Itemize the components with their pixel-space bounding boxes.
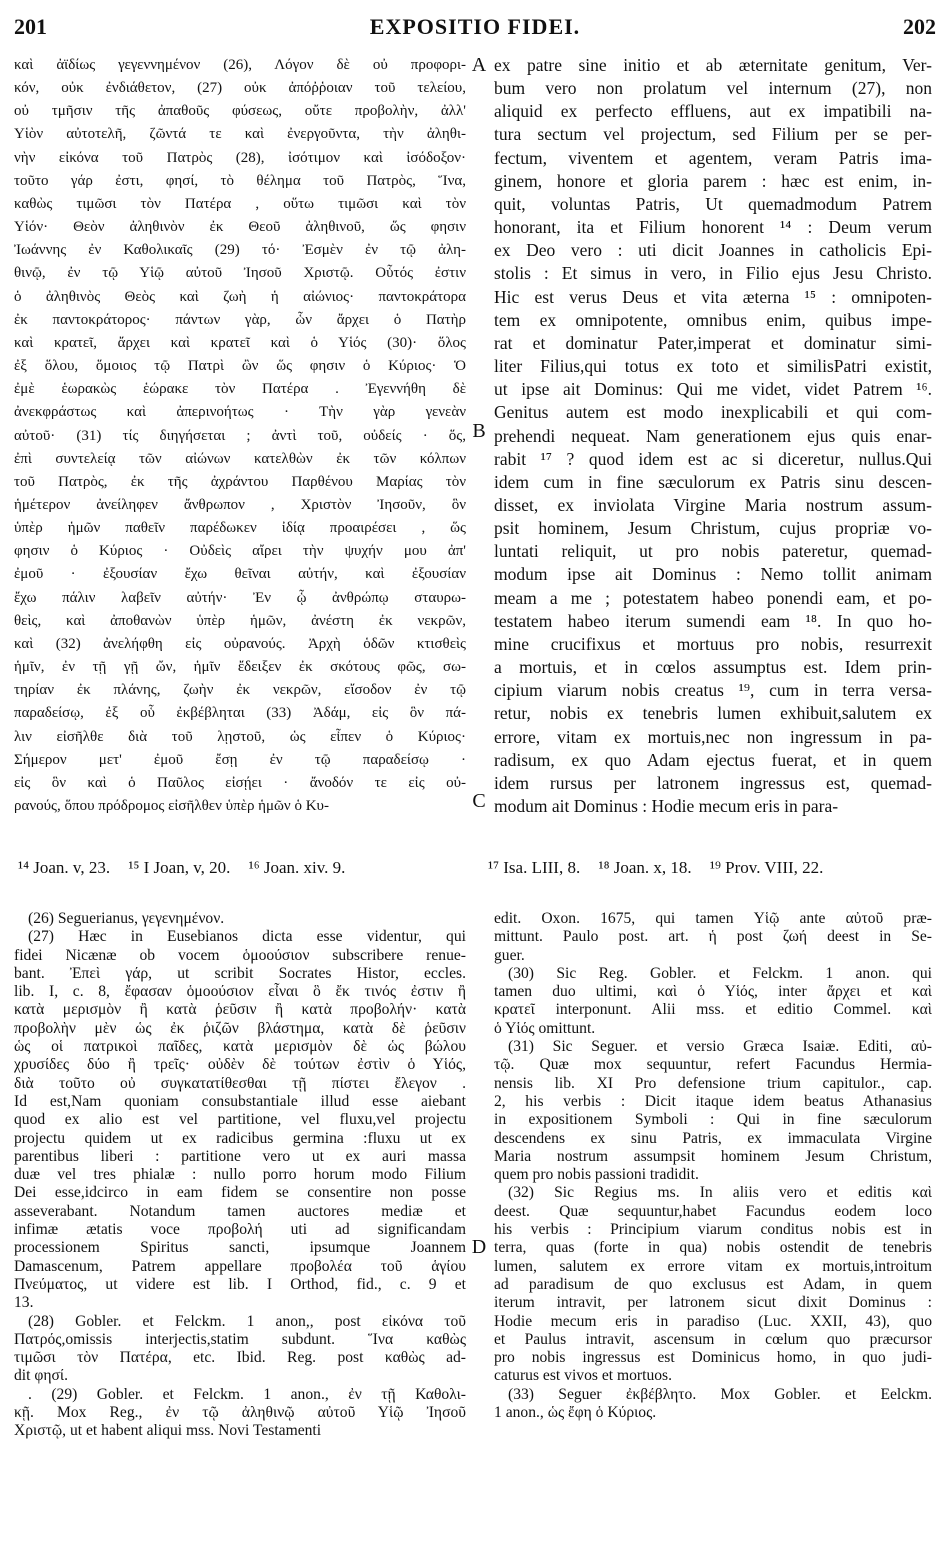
text-line: mine crucifixus et mortuus pro nobis, resurrexit bbox=[494, 633, 932, 654]
text-line: lumen, salutem ex errore vitam ex mortuis,introitum bbox=[494, 1257, 932, 1275]
running-header bbox=[14, 14, 936, 48]
text-line: ὁ ἀληθινὸς Θεὸς καὶ ζωὴ ἡ αἰώνιος· παντοκράτορα bbox=[14, 288, 466, 305]
text-line: ad paradisum de quo exclusus est Adam, in quem bbox=[494, 1275, 932, 1293]
text-line: projectu quidem ut ex radicibus germina :fluxu ut ex bbox=[14, 1129, 466, 1147]
text-line: his verbis : Principium viarum conditus nobis est in bbox=[494, 1221, 932, 1239]
text-line: descendens ex sinu Patris, ex immaculata Virgine bbox=[494, 1129, 932, 1147]
text-line: iterum intravit, per latronem sicut dixit Dominus : bbox=[494, 1294, 932, 1312]
running-title: EXPOSITIO FIDEI. bbox=[369, 14, 581, 39]
text-line: καὶ (32) ἀνελήφθη εἰς οὐρανούς. Ἀρχὴ ὁδῶν κτισθεὶς bbox=[14, 635, 466, 652]
text-line: ἐπὶ συντελείᾳ τῶν αἰώνων κατελθὼν ἐκ τῶν κόλπων bbox=[14, 450, 466, 467]
text-line: λιν εἰσῆλθε διὰ τοῦ λῃστοῦ, ὡς εἶπεν ὁ Κύριος· bbox=[14, 728, 466, 745]
margin-letter-a: A bbox=[471, 54, 487, 76]
text-line: τῷ. Quæ mox sequuntur, refert Facundus Hermia- bbox=[494, 1056, 932, 1074]
text-line: asseverabant. Notandum tamen auctores mediæ et bbox=[14, 1202, 466, 1220]
text-line: . (29) Gobler. et Felckm. 1 anon., ἐν τῇ Καθολι- bbox=[28, 1385, 466, 1403]
text-line: meam a me ; potestatem habeo ponendi eam, et po- bbox=[494, 587, 932, 608]
footnote-refs-right bbox=[488, 858, 928, 884]
text-line: idem rursus per latronem ingressus est, quemad- bbox=[494, 772, 932, 793]
text-line: ginem, honore et gloria parem : hæc est enim, in- bbox=[494, 170, 932, 191]
text-line: lib. I, c. 8, ἔφασαν ὁμοούσιον εἶναι ὃ ἔκ τινός ἐστιν ἢ bbox=[14, 983, 466, 1001]
text-line: fidei Nicænæ ob vocem ὁμοούσιον subscribere renue- bbox=[14, 946, 466, 964]
text-line: καὶ κρατεῖ, ἄρχει καὶ κρατεῖ καὶ ὁ Υἱός (30)· ὅλος bbox=[14, 334, 466, 351]
text-line: (33) Seguer ἐκβέβλητο. Mox Gobler. et Eelckm. bbox=[508, 1385, 932, 1403]
margin-letter-d: D bbox=[471, 1236, 487, 1258]
text-line: mittunt. Paulo post. art. ἡ post ζωή deest in Se- bbox=[494, 928, 932, 946]
text-line: (27) Hæc in Eusebianos dicta esse videntur, qui bbox=[28, 928, 466, 946]
text-line: parentibus liberi : partitione vero ut ex auri massa bbox=[14, 1147, 466, 1165]
text-line: bum vero non prolatum vel internum (27), non bbox=[494, 78, 932, 99]
text-line: tamen duo ultimi, καὶ ὁ Υἱός, inter ἄρχει et καὶ bbox=[494, 983, 932, 1001]
text-line: ἐκ παντοκράτορος· πάντων γὰρ, ὧν ἄρχει ὁ Πατὴρ bbox=[14, 311, 466, 328]
text-line: rat et dominatur Pater,imperat et dominatur simi- bbox=[494, 332, 932, 353]
footnote-ref: ¹⁹ Prov. VIII, 22. bbox=[709, 858, 824, 877]
text-line: radisum, ex quo Adam ejectus fuerat, et in quem bbox=[494, 749, 932, 770]
text-line: θεὶς, καὶ ἀποθανὼν ὑπὲρ ἡμῶν, ἀνέστη ἐκ νεκρῶν, bbox=[14, 612, 466, 629]
text-line: Genitus autem est modo inexplicabili et qui com- bbox=[494, 402, 932, 423]
text-line: terra, quas (forte in qua) nobis ostendit de tenebris bbox=[494, 1239, 932, 1257]
footnote-ref: ¹⁸ Joan. x, 18. bbox=[598, 858, 692, 877]
text-line: ἡμῖν, ἐν τῇ γῇ ὤν, ἡμῖν ἔδειξεν ἐκ σκότους φῶς, σω- bbox=[14, 659, 466, 676]
text-line: τοῦ Πατρὸς, ἐκ τῆς ἀχράντου Παρθένου Μαρίας τὸν bbox=[14, 473, 466, 490]
text-line: edit. Oxon. 1675, qui tamen Υἱῷ ante αὐτοῦ præ- bbox=[494, 910, 932, 927]
text-line: παραδείσῳ, ἐξ οὗ ἐκβέβληται (33) Ἀδάμ, εἰς ὃν πά- bbox=[14, 705, 466, 722]
text-line: tem ex omnipotente, omnibus enim, quibus impe- bbox=[494, 309, 932, 330]
text-line: dit φησί. bbox=[14, 1367, 69, 1385]
text-line: χρυσίδες δύο ἢ τρεῖς· οὐδὲν δὲ τούτων ἐστὶν ὁ Υἱός, bbox=[14, 1056, 466, 1074]
text-line: Ἰωάννης ἐν Καθολικαῖς (29) τό· Ἐσμὲν ἐν τῷ ἀλη- bbox=[14, 242, 466, 259]
text-line: καὶ ἀϊδίως γεγεννημένον (26), Λόγον δὲ οὐ προφορι- bbox=[14, 57, 466, 73]
text-line: modum ipse ait Dominus : Nemo tollit animam bbox=[494, 564, 932, 585]
text-line: quit, voluntas Patris, Ut quemadmodum Patrem bbox=[494, 193, 932, 214]
greek-text-column bbox=[14, 54, 466, 818]
text-line: ex patre sine initio et ab æternitate genitum, Ver- bbox=[494, 55, 932, 75]
text-line: tura sectum vel projectum, sed Filium per se per- bbox=[494, 124, 932, 145]
text-line: duæ vel tres phialæ : nullo porro horum modo Filium bbox=[14, 1166, 466, 1184]
text-line: διὰ τοῦτο οὐ συγκατατίθεσθαι τῇ πίστει ἔλεγον . bbox=[14, 1074, 466, 1092]
text-line: Maria nostrum assumpsit hominem Jesum Christum, bbox=[494, 1147, 932, 1165]
text-line: εἰς ὃν καὶ ὁ Παῦλος εἰσῄει · ἄνοδόν τε εἰς οὐ- bbox=[14, 774, 466, 791]
page-number-left: 201 bbox=[14, 14, 47, 39]
text-line: καθὼς τιμῶσι τὸν Πατέρα , οὕτω τιμῶσι καὶ τὸν bbox=[14, 195, 466, 212]
text-line: caturus est vivos et mortuos. bbox=[494, 1367, 673, 1385]
text-line: rabit ¹⁷ ? quod idem est ac si diceretur, nullus.Qui bbox=[494, 448, 932, 469]
text-line: Hic est verus Deus et vita æterna ¹⁵ : omnipoten- bbox=[494, 286, 932, 307]
text-line: et Paulus intravit, ascensum in cœlum quo præcursor bbox=[494, 1330, 932, 1348]
text-line: disset, ex inviolata Virgine Maria nostrum assum- bbox=[494, 494, 932, 515]
text-line: pro nobis ingressus est Dominicus homo, in quo judi- bbox=[494, 1349, 932, 1367]
text-line: κρατεῖ interponunt. Alii mss. et editio Commel. καὶ bbox=[494, 1001, 932, 1019]
text-line: ἀνεκφράστως καὶ ἀπερινοήτως · Τὴν γὰρ γενεὰν bbox=[14, 404, 466, 421]
text-line: ex Deo vero : uti dicit Joannes in catholicis Epi- bbox=[494, 240, 932, 261]
text-line: infimæ ætatis voce προβολή uti ad significandam bbox=[14, 1221, 466, 1239]
footnote-ref: ¹⁵ I Joan, v, 20. bbox=[128, 858, 231, 877]
text-line: prehendi nequeat. Nam generationem ejus quis enar- bbox=[494, 425, 932, 446]
text-line: ἐμὲ ἑωρακὼς ἑώρακε τὸν Πατέρα . Ἐγεννήθη δὲ bbox=[14, 381, 466, 398]
footnote-ref: ¹⁴ Joan. v, 23. bbox=[18, 858, 111, 877]
text-line: ὁ Υἱός omittunt. bbox=[494, 1019, 596, 1037]
text-line: κατὰ μερισμὸν ἢ κατὰ ῥεῦσιν ἢ κατὰ προβολήν· κατὰ bbox=[14, 1001, 466, 1019]
text-line: retur, nobis ex tenebris lumen exhibuit,salutem ex bbox=[494, 703, 932, 724]
text-line: αὐτοῦ· (31) τίς διηγήσεται ; ἀντὶ τοῦ, οὐδείς · ὅς, bbox=[14, 427, 466, 444]
text-line: οὐ τμῆσιν τῆς ἀπαθοῦς φύσεως, οὔτε προβολὴν, ἀλλ' bbox=[14, 103, 466, 120]
text-line: (30) Sic Reg. Gobler. et Felckm. 1 anon. qui bbox=[508, 964, 932, 982]
text-line: Σήμερον μετ' ἐμοῦ ἔσῃ ἐν τῷ παραδείσῳ · bbox=[14, 751, 466, 768]
text-line: Πνεύματος, ut videre est lib. I Orthod, fid., c. 9 et bbox=[14, 1275, 466, 1293]
text-line: ut ipse ait Dominus: Qui me videt, videt Patrem ¹⁶. bbox=[494, 379, 932, 400]
text-line: deest. Quæ sequuntur,habet Facundus eodem loco bbox=[494, 1202, 932, 1220]
text-line: quod ex alio est vel partitione, vel fluxu,vel projectu bbox=[14, 1111, 466, 1129]
footnote-refs-left bbox=[18, 858, 468, 884]
notes-column-left bbox=[14, 910, 466, 1441]
text-line: in expositionem Symboli : Qui in fine sæculorum bbox=[494, 1111, 932, 1129]
text-line: (26) Seguerianus, γεγενημένον. bbox=[28, 910, 225, 927]
text-line: τιμῶσι τὸν Πατέρα, etc. Ibid. Reg. post καθὼς ad- bbox=[14, 1349, 466, 1367]
text-line: Πατρός,omissis interjectis,statim subdunt. Ἵνα καθὼς bbox=[14, 1330, 466, 1348]
text-line: (31) Sic Seguer. et versio Græca Isaiæ. Editi, αὐ- bbox=[508, 1038, 932, 1056]
text-line: guer. bbox=[494, 946, 525, 964]
margin-letter-c: C bbox=[472, 790, 486, 812]
text-line: 13. bbox=[14, 1294, 34, 1312]
text-line: ὡς οἱ πατρικοὶ παῖδες, κατὰ μερισμὸν δὲ ὡς βώλου bbox=[14, 1038, 466, 1056]
text-line: Υἱὸν αὐτοτελῆ, ζῶντά τε καὶ ἐνεργοῦντα, τὴν ἀληθι- bbox=[14, 126, 466, 143]
text-line: θινῷ, ἐν τῷ Υἱῷ αὐτοῦ Ἰησοῦ Χριστῷ. Οὗτός ἐστιν bbox=[14, 265, 466, 282]
notes-column-right bbox=[494, 910, 932, 1422]
text-line: τηρίαν ἐκ πλάνης, ζωὴν ἐκ νεκρῶν, εἴσοδον ἐν τῷ bbox=[14, 682, 466, 699]
text-line: 2, his verbis : Dicit itaque idem beatus Athanasius bbox=[494, 1092, 932, 1110]
text-line: ἔχω πάλιν λαβεῖν αὐτήν· Ἐν ᾧ ἀνθρώπῳ σταυρω- bbox=[14, 589, 466, 606]
text-line: Hodie mecum eris in paradiso (Luc. XXII, 43), quo bbox=[494, 1312, 932, 1330]
text-line: liter Filius,qui totus ex toto et similisPatri existit, bbox=[494, 356, 932, 377]
text-line: 1 anon., ὡς ἔφη ὁ Κύριος. bbox=[494, 1404, 657, 1422]
text-line: psit hominem, Jesum Christum, cujus propriæ vo- bbox=[494, 518, 932, 539]
text-line: quem pro nobis passioni tradidit. bbox=[494, 1166, 699, 1184]
text-line: errore, vitam ex mortuis,nec non ingressum in pa- bbox=[494, 726, 932, 747]
text-line: ἐξ ὅλου, ὅμοιος τῷ Πατρὶ ὢν ὥς φησιν ὁ Κύριος· Ὁ bbox=[14, 358, 466, 375]
page-number-right: 202 bbox=[903, 14, 936, 39]
text-line: Χριστῷ, ut et habent aliqui mss. Novi Testamenti bbox=[14, 1422, 322, 1440]
text-line: aliquid ex perfecto effluens, aut ex impatibili na- bbox=[494, 101, 932, 122]
text-line: ἐμοῦ · ἐξουσίαν ἔχω θεῖναι αὐτήν, καὶ ἐξουσίαν bbox=[14, 566, 466, 583]
text-line: κόν, οὐκ ἐνδιάθετον, (27) οὐκ ἀπόῤῥοιαν τοῦ τελείου, bbox=[14, 80, 466, 97]
text-line: idem cum in fine sæculorum ex Patris sinu descen- bbox=[494, 471, 932, 492]
text-line: bant. Ἐπεὶ γάρ, ut scribit Socrates Histor, eccles. bbox=[14, 964, 466, 982]
text-line: stolis : Et simus in vero, in Filio ejus Jesu Christo. bbox=[494, 263, 932, 284]
text-line: fectum, viventem et agentem, veram Patris ima- bbox=[494, 147, 932, 168]
text-line: νὴν εἰκόνα τοῦ Πατρὸς (28), ἰσότιμον καὶ ἰσόδοξον· bbox=[14, 149, 466, 166]
text-line: προβολὴν μὲν ὡς ἐκ ῥιζῶν βλάστημα, κατὰ δὲ ῥεῦσιν bbox=[14, 1019, 466, 1037]
text-line: Id est,Nam quoniam consubstantiale illud esse aiebant bbox=[14, 1092, 466, 1110]
text-line: luntati reliquit, ut pro nobis pateretur, quemad- bbox=[494, 541, 932, 562]
text-line: Damascenum, Patrem appellare προβολέα τοῦ ἁγίου bbox=[14, 1257, 466, 1275]
text-line: a mortuis, et in cœlos assumptus est. Idem prin- bbox=[494, 657, 932, 678]
text-line: ἡμέτερον ἀνείληφεν ἄνθρωπον , Χριστὸν Ἰησοῦν, ὃν bbox=[14, 496, 466, 513]
margin-letter-b: B bbox=[472, 420, 486, 442]
text-line: φησιν ὁ Κύριος · Οὐδεὶς αἴρει τὴν ψυχήν μου ἀπ' bbox=[14, 543, 466, 560]
text-line: Υἱόν· Θεὸν ἀληθινὸν ἐκ Θεοῦ ἀληθινοῦ, ὥς φησιν bbox=[14, 219, 466, 236]
text-line: honorant, ita et Filium honorent ¹⁴ : Deum verum bbox=[494, 217, 932, 238]
text-line: modum ait Dominus : Hodie mecum eris in para- bbox=[494, 796, 839, 816]
text-line: (32) Sic Regius ms. In aliis vero et editis καὶ bbox=[508, 1184, 932, 1202]
text-line: κῇ. Mox Reg., ἐν τῷ ἀληθινῷ αὐτοῦ Υἱῷ Ἰησοῦ bbox=[14, 1404, 466, 1422]
text-line: (28) Gobler. et Felckm. 1 anon,, post εἰκόνα τοῦ bbox=[28, 1312, 466, 1330]
text-line: Dei esse,idcirco in eam fidem se consentire non posse bbox=[14, 1184, 466, 1202]
latin-text-column bbox=[494, 54, 932, 818]
text-line: nensis lib. XI Pro defensione trium capitulor., cap. bbox=[494, 1074, 932, 1092]
text-line: τοῦτο γάρ ἐστι, φησί, τὸ θέλημα τοῦ Πατρὸς, Ἵνα, bbox=[14, 172, 466, 189]
text-line: cipium viarum nobis creatus ¹⁹, cum in terra versa- bbox=[494, 680, 932, 701]
footnote-ref: ¹⁶ Joan. xiv. 9. bbox=[248, 858, 346, 877]
footnote-ref: ¹⁷ Isa. LIII, 8. bbox=[488, 858, 581, 877]
text-line: testatem habeo iterum sumendi eam ¹⁸. In quo ho- bbox=[494, 610, 932, 631]
text-line: ὑπὲρ ἡμῶν παθεῖν παρέδωκεν ἰδίᾳ προαιρέσει , ὥς bbox=[14, 520, 466, 537]
text-line: processionem Spiritus sancti, ipsumque Joannem bbox=[14, 1239, 466, 1257]
text-line: ρανούς, ὅπου πρόδρομος εἰσῆλθεν ὑπὲρ ἡμῶν ὁ Κυ- bbox=[14, 798, 329, 814]
